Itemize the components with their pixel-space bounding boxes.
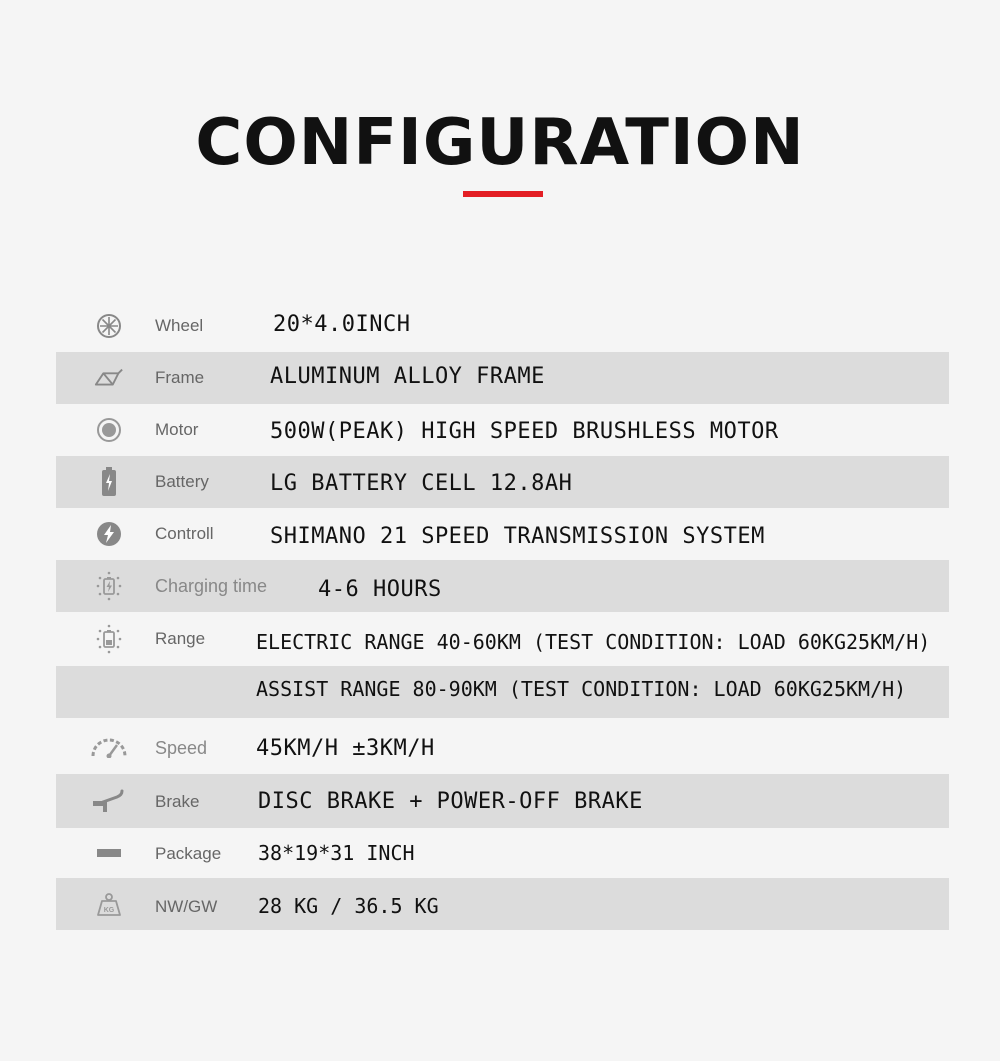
spec-row-charging-time [56, 560, 949, 612]
spec-row-frame [56, 352, 949, 404]
spec-value-secondary: ASSIST RANGE 80-90KM (TEST CONDITION: LOAD 60KG25KM/H) [256, 677, 907, 701]
spec-value: SHIMANO 21 SPEED TRANSMISSION SYSTEM [270, 524, 765, 549]
spec-label: Motor [155, 420, 199, 439]
brake-lever-icon [90, 786, 126, 816]
spec-row-controll [56, 508, 949, 560]
spec-value: 45KM/H ±3KM/H [256, 736, 435, 761]
spec-row-range-assist [56, 666, 949, 718]
spec-value: 28 KG / 36.5 KG [258, 894, 439, 918]
spec-label: Brake [155, 792, 200, 811]
spec-value: 20*4.0INCH [273, 312, 411, 337]
spec-row-battery [56, 456, 949, 508]
spec-label: NW/GW [155, 897, 218, 916]
spec-value: 4-6 HOURS [318, 577, 442, 602]
spec-row-speed [56, 718, 949, 774]
spec-row-motor [56, 404, 949, 456]
spec-value: DISC BRAKE + POWER-OFF BRAKE [258, 789, 643, 814]
spec-value: 38*19*31 INCH [258, 841, 415, 865]
spec-label: Controll [155, 524, 214, 543]
spec-row-wheel [56, 300, 949, 352]
spec-value: ALUMINUM ALLOY FRAME [270, 364, 545, 389]
spec-value: LG BATTERY CELL 12.8AH [270, 471, 573, 496]
spec-value: 500W(PEAK) HIGH SPEED BRUSHLESS MOTOR [270, 419, 779, 444]
title-underline [463, 191, 543, 197]
spec-label: Frame [155, 368, 205, 387]
battery-icon [94, 467, 124, 497]
package-icon [94, 838, 124, 868]
speedometer-icon [89, 732, 129, 762]
lightning-icon [94, 519, 124, 549]
page-title: CONFIGURATION [195, 106, 805, 180]
svg-text:KG: KG [103, 907, 115, 914]
spec-row-weight [56, 878, 949, 930]
spec-label: Package [155, 844, 222, 863]
spec-row-range [56, 612, 949, 666]
wheel-icon [94, 311, 124, 341]
spec-label: Battery [155, 472, 209, 491]
spec-label: Range [155, 629, 206, 648]
spec-label: Speed [155, 738, 208, 758]
motor-icon [94, 415, 124, 445]
spec-label: Wheel [155, 316, 204, 335]
spec-value: ELECTRIC RANGE 40-60KM (TEST CONDITION: LOAD 60KG25KM/H) [256, 630, 931, 654]
spec-label: Charging time [155, 576, 268, 596]
weight-icon [94, 890, 124, 920]
spec-row-package [56, 828, 949, 878]
spec-row-brake [56, 774, 949, 828]
range-battery-icon [94, 624, 124, 654]
frame-icon [94, 363, 124, 393]
charging-icon [94, 571, 124, 601]
